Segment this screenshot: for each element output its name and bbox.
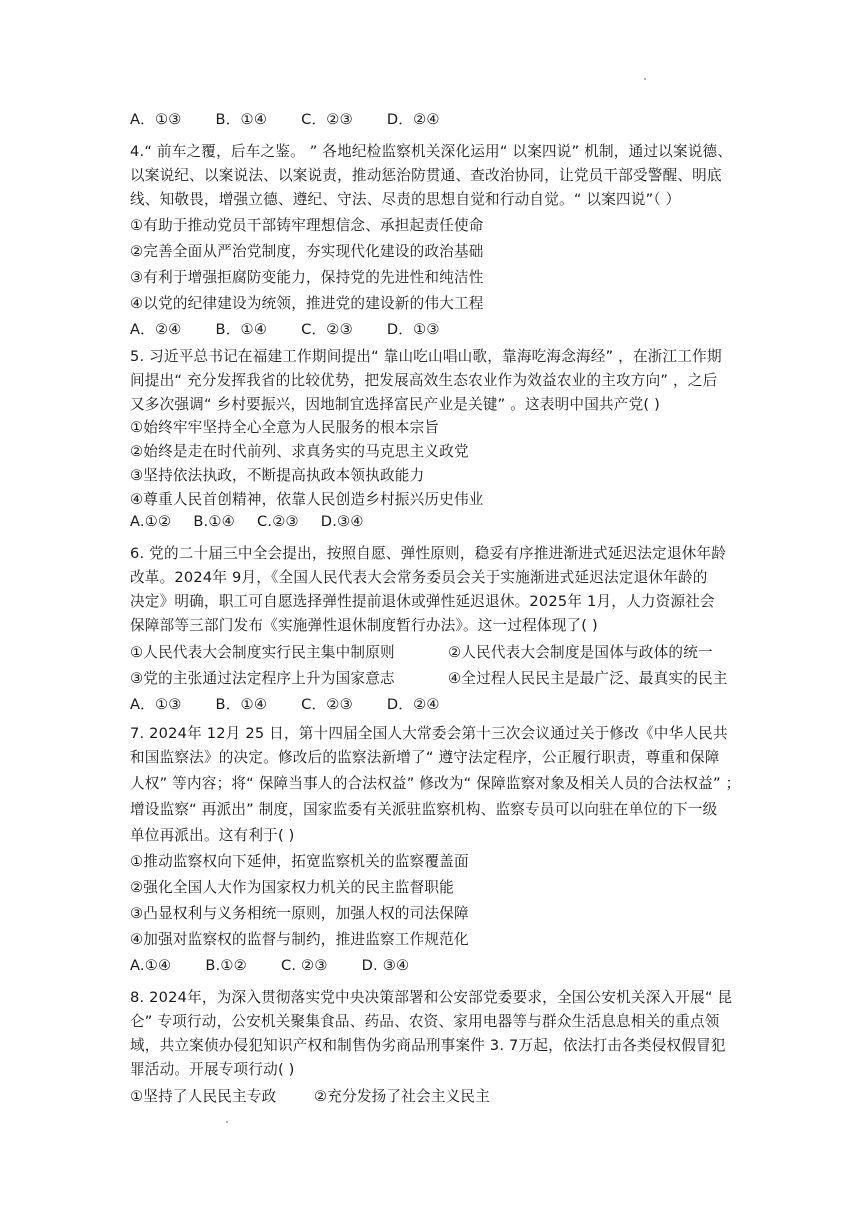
q7-statement: ③凸显权利与义务相统一原则，加强人权的司法保障: [130, 905, 469, 922]
option-a: A．①③: [130, 111, 182, 128]
q6-stem-line: 6. 党的二十届三中全会提出，按照自愿、弹性原则，稳妥有序推进渐进式延迟法定退休年龄: [130, 545, 727, 562]
option-a: A．②④: [130, 321, 182, 338]
option-b: B．①④: [215, 321, 268, 338]
q8-stem-line: 仑” 专项行动，公安机关聚集食品、药品、农资、家用电器等与群众生活息息相关的重点领: [130, 1013, 720, 1030]
q4-statement: ②完善全面从严治党制度，夯实现代化建设的政治基础: [130, 243, 484, 260]
q6-statement-row: [130, 643, 750, 663]
q7-stem-line: 7. 2024年 12月 25 日，第十四届全国人大常委会第十三次会议通过关于修改《中华人民共: [130, 725, 728, 742]
q8-stem-line: 域，共立案侦办侵犯知识产权和制售伪劣商品刑事案件 3. 7万起，依法打击各类侵权假冒犯: [130, 1037, 726, 1054]
q8-stem-line: 8. 2024年，为深入贯彻落实党中央决策部署和公安部党委要求，全国公安机关深入开展“ 昆: [130, 989, 733, 1006]
q6-options: [130, 695, 750, 715]
q4-stem-line: 线、知敬畏，增强立德、遵纪、守法、尽责的思想自觉和行动自觉。“ 以案四说”（ ）: [130, 191, 681, 208]
q7-stem-line: 人权” 等内容；将“ 保障当事人的合法权益” 修改为“ 保障监察对象及相关人员的合法权益” ；: [130, 775, 741, 792]
option-a: A．①③: [130, 696, 182, 713]
scan-speck: [644, 78, 646, 80]
q4-stem-line: 4.“ 前车之覆，后车之鉴。 ” 各地纪检监察机关深化运用“ 以案四说” 机制，通过以案说德、: [130, 143, 733, 160]
q5-stem-line: 又多次强调“ 乡村要振兴，因地制宜选择富民产业是关键” 。这表明中国共产党( ): [130, 396, 661, 413]
option-b: B.①④: [193, 513, 235, 530]
option-d: D．①③: [386, 321, 440, 338]
q4-statement: ④以党的纪律建设为统领，推进党的建设新的伟大工程: [130, 295, 484, 312]
option-a: A.①④: [130, 957, 172, 974]
q5-options: [130, 512, 750, 532]
q6-statement: ④全过程人民民主是最广泛、最真实的民主: [448, 670, 728, 687]
option-c: C.②③: [256, 513, 299, 530]
q7-options: [130, 956, 750, 976]
option-c: C．②③: [301, 696, 353, 713]
q6-statement: ①人民代表大会制度实行民主集中制原则: [130, 644, 395, 661]
q7-statement: ①推动监察权向下延伸，拓宽监察机关的监察覆盖面: [130, 853, 469, 870]
option-d: D. ③④: [361, 957, 410, 974]
q7-stem-line: 和国监察法》的决定。修改后的监察法新增了“ 遵守法定程序，公正履行职责，尊重和保障: [130, 749, 720, 766]
q7-statement: ④加强对监察权的监督与制约，推进监察工作规范化: [130, 931, 469, 948]
scan-speck: [226, 1121, 228, 1123]
q5-statement: ①始终牢牢坚持全心全意为人民服务的根本宗旨: [130, 419, 440, 436]
option-d: D．②④: [386, 696, 440, 713]
q5-statement: ②始终是走在时代前列、求真务实的马克思主义政党: [130, 443, 469, 460]
option-a: A.①②: [130, 513, 172, 530]
q6-statement-row: [130, 669, 750, 689]
q7-stem-line: 单位再派出。这有利于( ): [130, 827, 295, 844]
q6-stem-line: 保障部等三部门发布《实施弹性退休制度暂行办法》。这一过程体现了( ): [130, 617, 598, 634]
option-b: B.①②: [205, 957, 247, 974]
option-d: D.③④: [320, 513, 364, 530]
q4-stem-line: 以案说纪、以案说法、以案说责，推动惩治防贯通、查改治协同，让党员干部受警醒、明底: [130, 167, 722, 184]
option-c: C．②③: [301, 111, 353, 128]
q3-options: [130, 110, 750, 130]
option-b: B．①④: [215, 111, 268, 128]
q6-stem-line: 决定》明确，职工可自愿选择弹性提前退休或弹性延迟退休。2025年 1月，人力资源社会: [130, 593, 715, 610]
q6-statement: ③党的主张通过法定程序上升为国家意志: [130, 670, 395, 687]
q6-statement: ②人民代表大会制度是国体与政体的统一: [448, 644, 713, 661]
q7-statement: ②强化全国人大作为国家权力机关的民主监督职能: [130, 879, 454, 896]
option-c: C．②③: [301, 321, 353, 338]
q5-statement: ④尊重人民首创精神，依靠人民创造乡村振兴历史伟业: [130, 491, 484, 508]
q4-options: [130, 320, 750, 340]
q5-statement: ③坚持依法执政，不断提高执政本领执政能力: [130, 467, 425, 484]
q5-stem-line: 5. 习近平总书记在福建工作期间提出“ 靠山吃山唱山歌，靠海吃海念海经” ，在浙江工作期: [130, 348, 722, 365]
q8-stem-line: 罪活动。开展专项行动( ): [130, 1061, 295, 1078]
q6-stem-line: 改革。2024年 9月，《全国人民代表大会常务委员会关于实施渐进式延迟法定退休年龄的: [130, 569, 708, 586]
q4-statement: ③有利于增强拒腐防变能力，保持党的先进性和纯洁性: [130, 269, 484, 286]
q8-statement: ②充分发扬了社会主义民主: [314, 1088, 491, 1105]
q4-statement: ①有助于推动党员干部铸牢理想信念、承担起责任使命: [130, 217, 484, 234]
q8-statement: ①坚持了人民民主专政: [130, 1088, 277, 1105]
option-b: B．①④: [215, 696, 268, 713]
option-c: C. ②③: [280, 957, 328, 974]
q8-statement-row: [130, 1087, 750, 1107]
q5-stem-line: 间提出“ 充分发挥我省的比较优势，把发展高效生态农业作为效益农业的主攻方向” ，之后: [130, 372, 718, 389]
option-d: D．②④: [386, 111, 440, 128]
q7-stem-line: 增设监察“ 再派出” 制度，国家监委有关派驻监察机构、监察专员可以向驻在单位的下一级: [130, 801, 718, 818]
